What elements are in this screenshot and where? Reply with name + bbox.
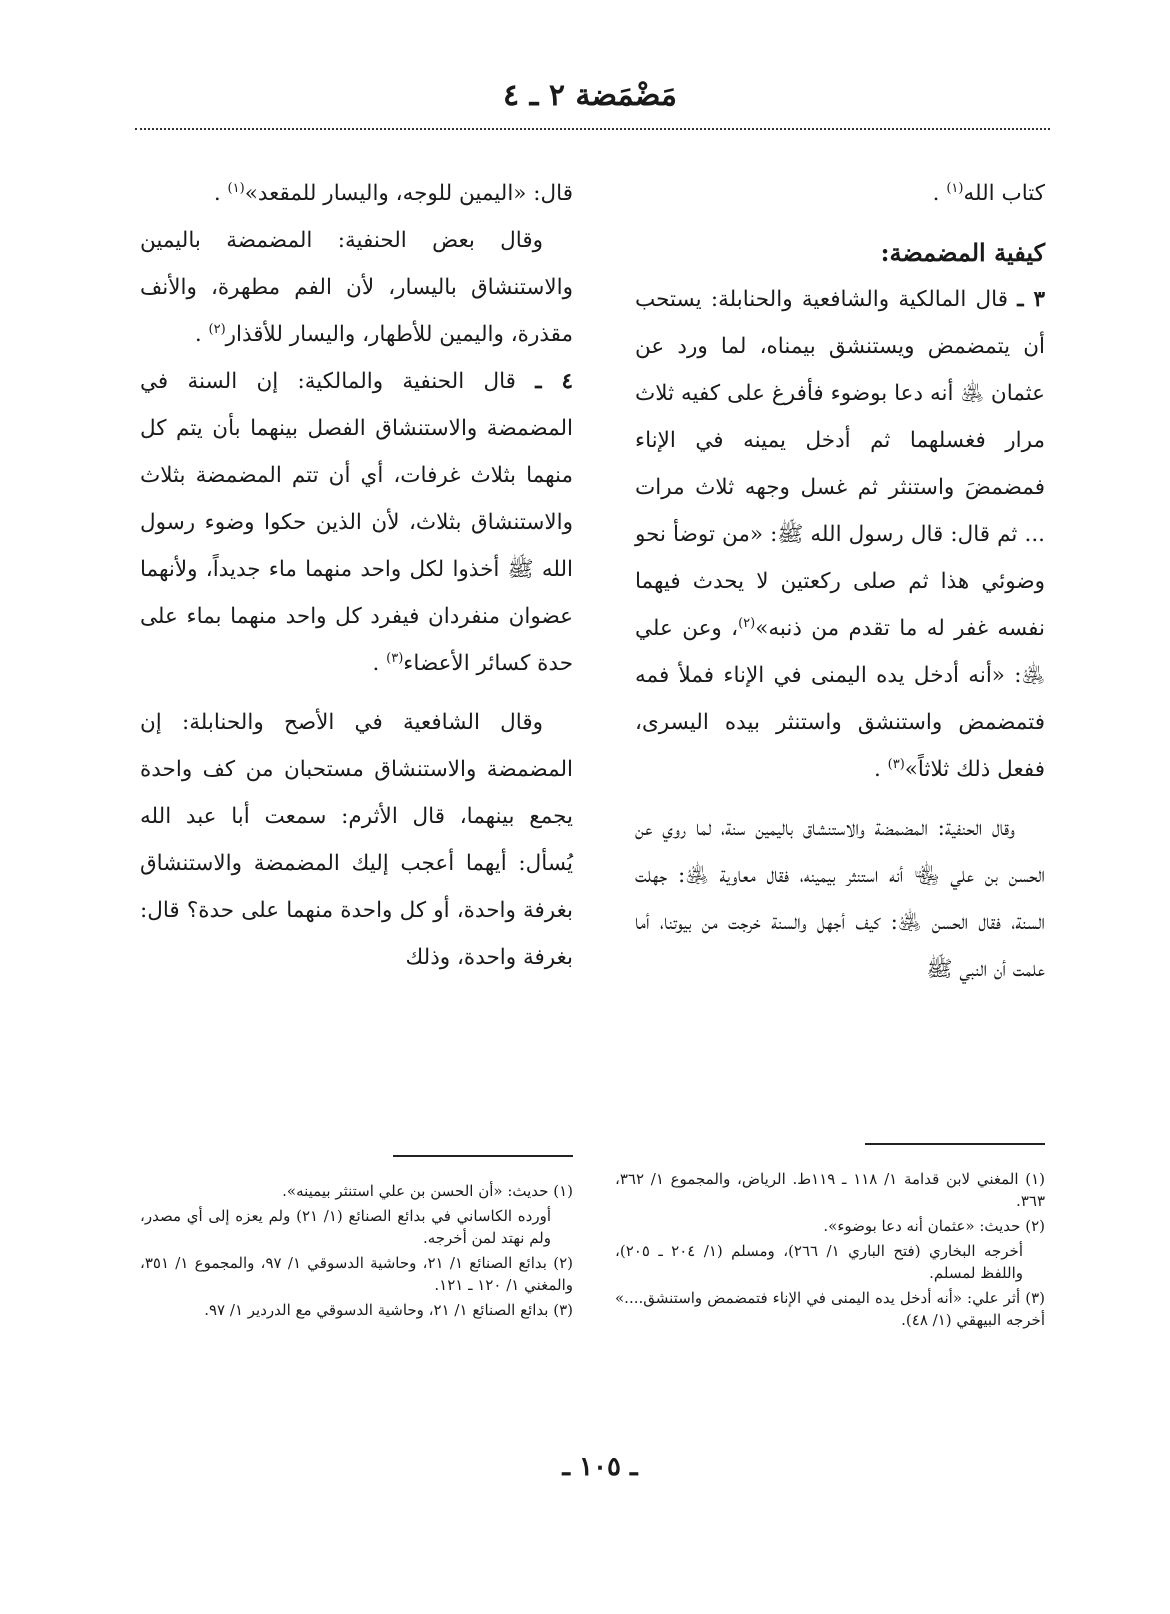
footnote-line: (٣) أثر علي: «أنه أدخل يده اليمنى في الإناء فتمضمض واستنشق....» أخرجه البيهقي (١/ ٤٨).: [615, 1289, 1045, 1329]
footnote-ref[interactable]: (١): [227, 180, 245, 196]
header-dotted-rule: [135, 128, 1050, 130]
footnotes-right: [615, 1168, 1045, 1334]
footnote-line: (٢) حديث: «عثمان أنه دعا بوضوء».: [823, 1217, 1045, 1235]
footnote-ref[interactable]: (٢): [738, 615, 756, 631]
left-p2: وقال بعض الحنفية: المضمضة باليمين والاستنشاق باليسار، لأن الفم مطهرة، والأنف مقذرة، واليمين للأطهار، واليسار للأقذار$^{(٢)}$ .: [140, 228, 573, 347]
footnote-line: (٢) بدائع الصنائع ١/ ٢١، وحاشية الدسوقي ١/ ٩٧، والمجموع ١/ ٣٥١، والمغني ١/ ١٢٠ ـ ١٢١.: [140, 1254, 573, 1294]
footnote-line: (١) المغني لابن قدامة ١/ ١١٨ ـ ١١٩ط. الرياض، والمجموع ١/ ٣٦٢، ٣٦٣.: [615, 1170, 1046, 1210]
paragraph-number: ٣ ـ: [1017, 287, 1045, 312]
right-p1: كتاب الله$^{(١)}$ .: [932, 180, 1045, 206]
running-header: مَضْمَضة ٢ ـ ٤: [503, 78, 677, 113]
right-p4: وقال الحنفية: المضمضة والاستنشاق باليمين سنة، لما روي عن الحسن بن علي ﵄ أنه استنثر بيمينه، فقال معاوية ﵁: جهلت السنة، فقال الحسن ﵁: كيف أجهل والسنة خرجت من بيوتنا، أما علمت أن النبي ﷺ: [635, 816, 1045, 982]
left-column: [140, 170, 573, 981]
footnote-ref[interactable]: (١): [946, 180, 964, 196]
footnote-separator-left: [393, 1155, 573, 1157]
left-p3: ٤ ـ قال الحنفية والمالكية: إن السنة في المضمضة والاستنشاق الفصل بينهما بأن يتم كل منهما بثلاث غرفات، أي أن تتم المضمضة بثلاث والاستنشاق بثلاث، لأن الذين حكوا وضوء رسول الله ﷺ أخذوا لكل واحد منهما ماء جديداً، ولأنهما عضوان منفردان فيفرد كل واحد منهما بماء على حدة كسائر الأعضاء$^{(٣)}$ .: [140, 369, 573, 676]
footnote-line: أورده الكاساني في بدائع الصنائع (١/ ٢١) ولم يعزه إلى أي مصدر، ولم نهتد لمن أخرجه.: [140, 1207, 551, 1247]
footnote-line: أخرجه البخاري (فتح الباري ١/ ٢٦٦)، ومسلم (١/ ٢٠٤ ـ ٢٠٥)، واللفظ لمسلم.: [615, 1242, 1023, 1282]
footnote-line: (٣) بدائع الصنائع ١/ ٢١، وحاشية الدسوقي مع الدردير ١/ ٩٧.: [204, 1301, 573, 1319]
right-column: [635, 170, 1045, 993]
footnote-line: (١) حديث: «أن الحسن بن علي استنثر بيمينه».: [282, 1182, 573, 1200]
footnote-ref[interactable]: (٣): [887, 756, 905, 772]
left-p4: وقال الشافعية في الأصح والحنابلة: إن المضمضة والاستنشاق مستحبان من كف واحدة يجمع بينهما، قال الأثرم: سمعت أبا عبد الله يُسأل: أيهما أعجب إليك المضمضة والاستنشاق بغرفة واحدة، أو كل واحدة منهما على حدة؟ قال: بغرفة واحدة، وذلك: [140, 710, 573, 970]
page-number: ـ ١٠٥ ـ: [562, 1452, 638, 1482]
footnote-separator-right: [865, 1143, 1045, 1145]
footnote-ref[interactable]: (٣): [386, 650, 404, 666]
section-heading: كيفية المضمضة:: [880, 238, 1045, 267]
left-p1: قال: «اليمين للوجه، واليسار للمقعد»$^{(١)}$ .: [213, 180, 573, 206]
right-p3: ٣ ـ قال المالكية والشافعية والحنابلة: يستحب أن يتمضمض ويستنشق بيمناه، لما ورد عن عثمان ﵁ أنه دعا بوضوء فأفرغ على كفيه ثلاث مرار فغسلهما ثم أدخل يمينه في الإناء فمضمضَ واستنثر ثم غسل وجهه ثلاث مرات ... ثم قال: قال رسول الله ﷺ: «من توضأ نحو وضوئي هذا ثم صلى ركعتين لا يحدث فيهما نفسه غفر له ما تقدم من ذنبه»$^{(٢)}$، وعن علي ﵁: «أنه أدخل يده اليمنى في الإناء فملأ فمه فتمضمض واستنشق واستنثر بيده اليسرى، ففعل ذلك ثلاثاً»$^{(٣)}$ .: [635, 287, 1045, 782]
footnotes-left: [140, 1180, 573, 1324]
paragraph-number: ٤ ـ: [535, 369, 573, 394]
footnote-ref[interactable]: (٢): [208, 321, 226, 337]
